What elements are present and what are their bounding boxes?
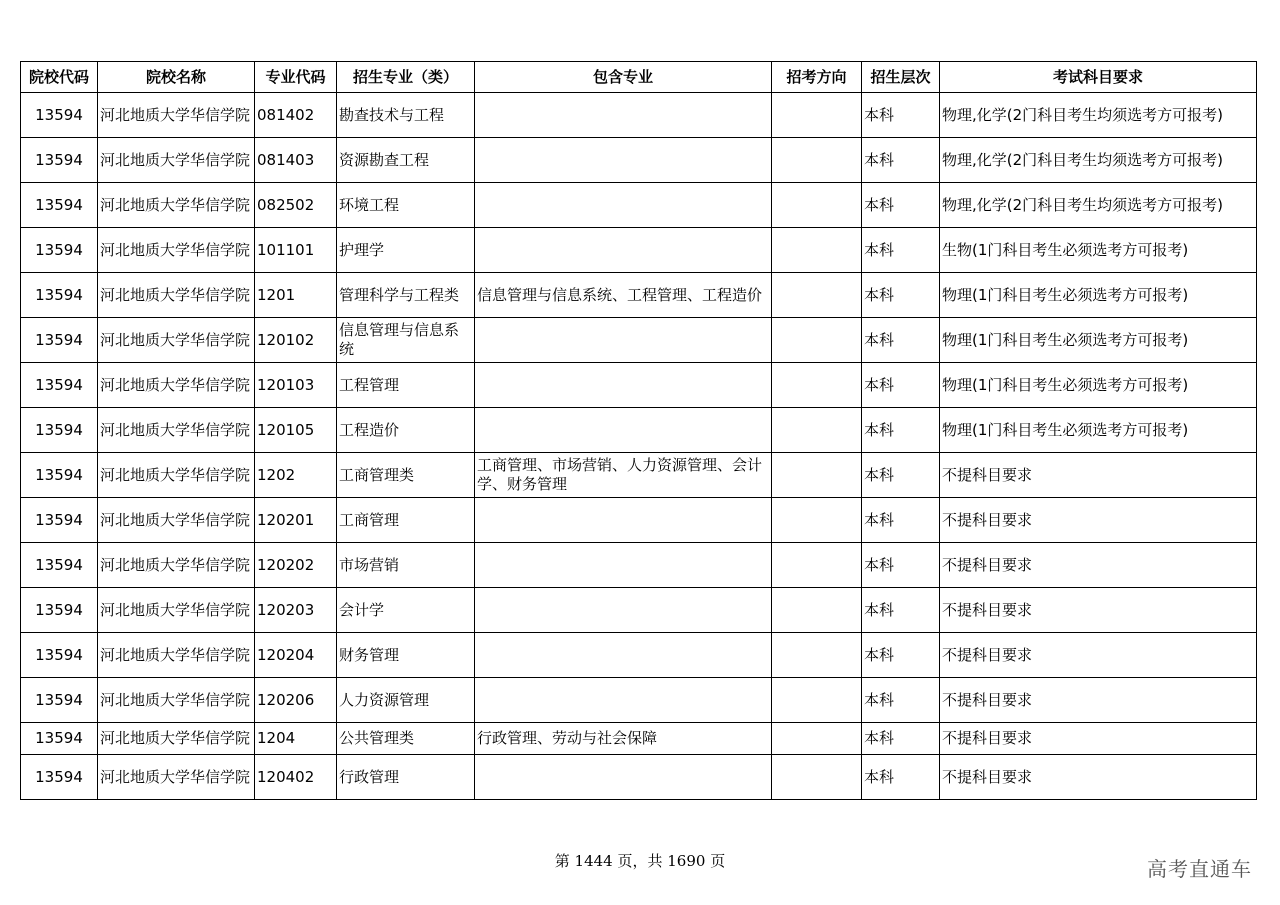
cell-major-code: 120206	[255, 678, 337, 723]
cell-direction	[772, 93, 862, 138]
header-direction: 招考方向	[772, 62, 862, 93]
cell-direction	[772, 633, 862, 678]
cell-requirement: 物理,化学(2门科目考生均须选考方可报考)	[940, 138, 1257, 183]
cell-school-name: 河北地质大学华信学院	[98, 678, 255, 723]
header-requirement: 考试科目要求	[940, 62, 1257, 93]
cell-major: 工程管理	[337, 363, 475, 408]
cell-school-name: 河北地质大学华信学院	[98, 138, 255, 183]
page-number: 第 1444 页，共 1690 页	[554, 852, 726, 870]
table-row	[21, 755, 1257, 800]
header-school-code: 院校代码	[21, 62, 98, 93]
cell-level: 本科	[862, 228, 940, 273]
cell-level: 本科	[862, 543, 940, 588]
cell-direction	[772, 273, 862, 318]
cell-includes	[475, 183, 772, 228]
cell-school-code: 13594	[21, 408, 98, 453]
cell-requirement: 生物(1门科目考生必须选考方可报考)	[940, 228, 1257, 273]
table-row	[21, 408, 1257, 453]
cell-direction	[772, 183, 862, 228]
cell-includes	[475, 588, 772, 633]
cell-includes: 信息管理与信息系统、工程管理、工程造价	[475, 273, 772, 318]
cell-major-code: 120202	[255, 543, 337, 588]
cell-includes: 行政管理、劳动与社会保障	[475, 723, 772, 755]
cell-school-name: 河北地质大学华信学院	[98, 228, 255, 273]
cell-school-name: 河北地质大学华信学院	[98, 755, 255, 800]
cell-includes: 工商管理、市场营销、人力资源管理、会计学、财务管理	[475, 453, 772, 498]
cell-level: 本科	[862, 93, 940, 138]
cell-school-code: 13594	[21, 498, 98, 543]
cell-direction	[772, 453, 862, 498]
watermark: 高考直通车	[1147, 857, 1252, 881]
cell-major: 工程造价	[337, 408, 475, 453]
cell-direction	[772, 408, 862, 453]
cell-major: 行政管理	[337, 755, 475, 800]
header-major-code: 专业代码	[255, 62, 337, 93]
cell-school-code: 13594	[21, 723, 98, 755]
table-row	[21, 273, 1257, 318]
cell-direction	[772, 588, 862, 633]
table-row	[21, 588, 1257, 633]
cell-school-code: 13594	[21, 138, 98, 183]
cell-school-name: 河北地质大学华信学院	[98, 93, 255, 138]
cell-level: 本科	[862, 318, 940, 363]
cell-major: 环境工程	[337, 183, 475, 228]
cell-major-code: 120103	[255, 363, 337, 408]
cell-major-code: 120201	[255, 498, 337, 543]
cell-includes	[475, 408, 772, 453]
table-row	[21, 363, 1257, 408]
cell-major-code: 120105	[255, 408, 337, 453]
cell-major-code: 1201	[255, 273, 337, 318]
cell-requirement: 不提科目要求	[940, 543, 1257, 588]
cell-school-name: 河北地质大学华信学院	[98, 318, 255, 363]
cell-major: 资源勘查工程	[337, 138, 475, 183]
header-major: 招生专业（类）	[337, 62, 475, 93]
cell-major-code: 081402	[255, 93, 337, 138]
table-row	[21, 453, 1257, 498]
cell-includes	[475, 138, 772, 183]
cell-school-code: 13594	[21, 228, 98, 273]
cell-level: 本科	[862, 138, 940, 183]
cell-school-code: 13594	[21, 318, 98, 363]
cell-direction	[772, 678, 862, 723]
cell-level: 本科	[862, 588, 940, 633]
cell-school-name: 河北地质大学华信学院	[98, 633, 255, 678]
cell-level: 本科	[862, 678, 940, 723]
cell-school-name: 河北地质大学华信学院	[98, 363, 255, 408]
table-row	[21, 93, 1257, 138]
cell-level: 本科	[862, 453, 940, 498]
table-row	[21, 723, 1257, 755]
cell-includes	[475, 755, 772, 800]
cell-school-code: 13594	[21, 363, 98, 408]
cell-direction	[772, 228, 862, 273]
cell-direction	[772, 363, 862, 408]
cell-major: 会计学	[337, 588, 475, 633]
cell-school-name: 河北地质大学华信学院	[98, 273, 255, 318]
cell-major: 公共管理类	[337, 723, 475, 755]
cell-major: 工商管理	[337, 498, 475, 543]
cell-includes	[475, 363, 772, 408]
table-body	[21, 93, 1257, 800]
cell-level: 本科	[862, 273, 940, 318]
cell-direction	[772, 723, 862, 755]
cell-major: 市场营销	[337, 543, 475, 588]
cell-requirement: 物理(1门科目考生必须选考方可报考)	[940, 318, 1257, 363]
cell-includes	[475, 678, 772, 723]
cell-includes	[475, 228, 772, 273]
cell-major-code: 082502	[255, 183, 337, 228]
cell-includes	[475, 93, 772, 138]
cell-school-code: 13594	[21, 273, 98, 318]
cell-level: 本科	[862, 633, 940, 678]
cell-direction	[772, 138, 862, 183]
cell-requirement: 不提科目要求	[940, 678, 1257, 723]
cell-major: 工商管理类	[337, 453, 475, 498]
table-row	[21, 543, 1257, 588]
cell-requirement: 物理(1门科目考生必须选考方可报考)	[940, 273, 1257, 318]
cell-school-code: 13594	[21, 678, 98, 723]
cell-major: 人力资源管理	[337, 678, 475, 723]
cell-requirement: 不提科目要求	[940, 588, 1257, 633]
cell-level: 本科	[862, 363, 940, 408]
cell-requirement: 物理(1门科目考生必须选考方可报考)	[940, 363, 1257, 408]
cell-major-code: 120204	[255, 633, 337, 678]
cell-level: 本科	[862, 723, 940, 755]
header-includes: 包含专业	[475, 62, 772, 93]
cell-school-name: 河北地质大学华信学院	[98, 408, 255, 453]
header-school-name: 院校名称	[98, 62, 255, 93]
cell-direction	[772, 498, 862, 543]
cell-direction	[772, 543, 862, 588]
cell-school-code: 13594	[21, 633, 98, 678]
cell-school-name: 河北地质大学华信学院	[98, 723, 255, 755]
cell-requirement: 物理,化学(2门科目考生均须选考方可报考)	[940, 183, 1257, 228]
table-row	[21, 678, 1257, 723]
header-row	[21, 62, 1257, 93]
cell-school-name: 河北地质大学华信学院	[98, 543, 255, 588]
cell-school-name: 河北地质大学华信学院	[98, 183, 255, 228]
cell-requirement: 不提科目要求	[940, 453, 1257, 498]
enrollment-table	[20, 61, 1257, 800]
cell-school-name: 河北地质大学华信学院	[98, 588, 255, 633]
cell-school-code: 13594	[21, 453, 98, 498]
table-row	[21, 498, 1257, 543]
cell-direction	[772, 318, 862, 363]
cell-includes	[475, 318, 772, 363]
cell-requirement: 不提科目要求	[940, 723, 1257, 755]
cell-major-code: 120402	[255, 755, 337, 800]
cell-school-name: 河北地质大学华信学院	[98, 498, 255, 543]
cell-school-code: 13594	[21, 543, 98, 588]
cell-requirement: 物理,化学(2门科目考生均须选考方可报考)	[940, 93, 1257, 138]
cell-major-code: 120102	[255, 318, 337, 363]
cell-level: 本科	[862, 755, 940, 800]
cell-major: 财务管理	[337, 633, 475, 678]
cell-major-code: 1204	[255, 723, 337, 755]
table-row	[21, 228, 1257, 273]
cell-school-code: 13594	[21, 183, 98, 228]
cell-requirement: 不提科目要求	[940, 633, 1257, 678]
cell-direction	[772, 755, 862, 800]
cell-school-code: 13594	[21, 93, 98, 138]
table-row	[21, 138, 1257, 183]
cell-major: 管理科学与工程类	[337, 273, 475, 318]
table-row	[21, 183, 1257, 228]
cell-level: 本科	[862, 183, 940, 228]
cell-level: 本科	[862, 498, 940, 543]
cell-school-name: 河北地质大学华信学院	[98, 453, 255, 498]
cell-includes	[475, 498, 772, 543]
cell-major-code: 1202	[255, 453, 337, 498]
cell-requirement: 不提科目要求	[940, 755, 1257, 800]
table-row	[21, 318, 1257, 363]
cell-includes	[475, 633, 772, 678]
cell-major-code: 101101	[255, 228, 337, 273]
cell-level: 本科	[862, 408, 940, 453]
cell-major-code: 120203	[255, 588, 337, 633]
table-row	[21, 633, 1257, 678]
cell-major: 信息管理与信息系统	[337, 318, 475, 363]
cell-school-code: 13594	[21, 588, 98, 633]
cell-major: 勘查技术与工程	[337, 93, 475, 138]
cell-major: 护理学	[337, 228, 475, 273]
header-level: 招生层次	[862, 62, 940, 93]
cell-requirement: 物理(1门科目考生必须选考方可报考)	[940, 408, 1257, 453]
cell-includes	[475, 543, 772, 588]
cell-requirement: 不提科目要求	[940, 498, 1257, 543]
cell-major-code: 081403	[255, 138, 337, 183]
cell-school-code: 13594	[21, 755, 98, 800]
